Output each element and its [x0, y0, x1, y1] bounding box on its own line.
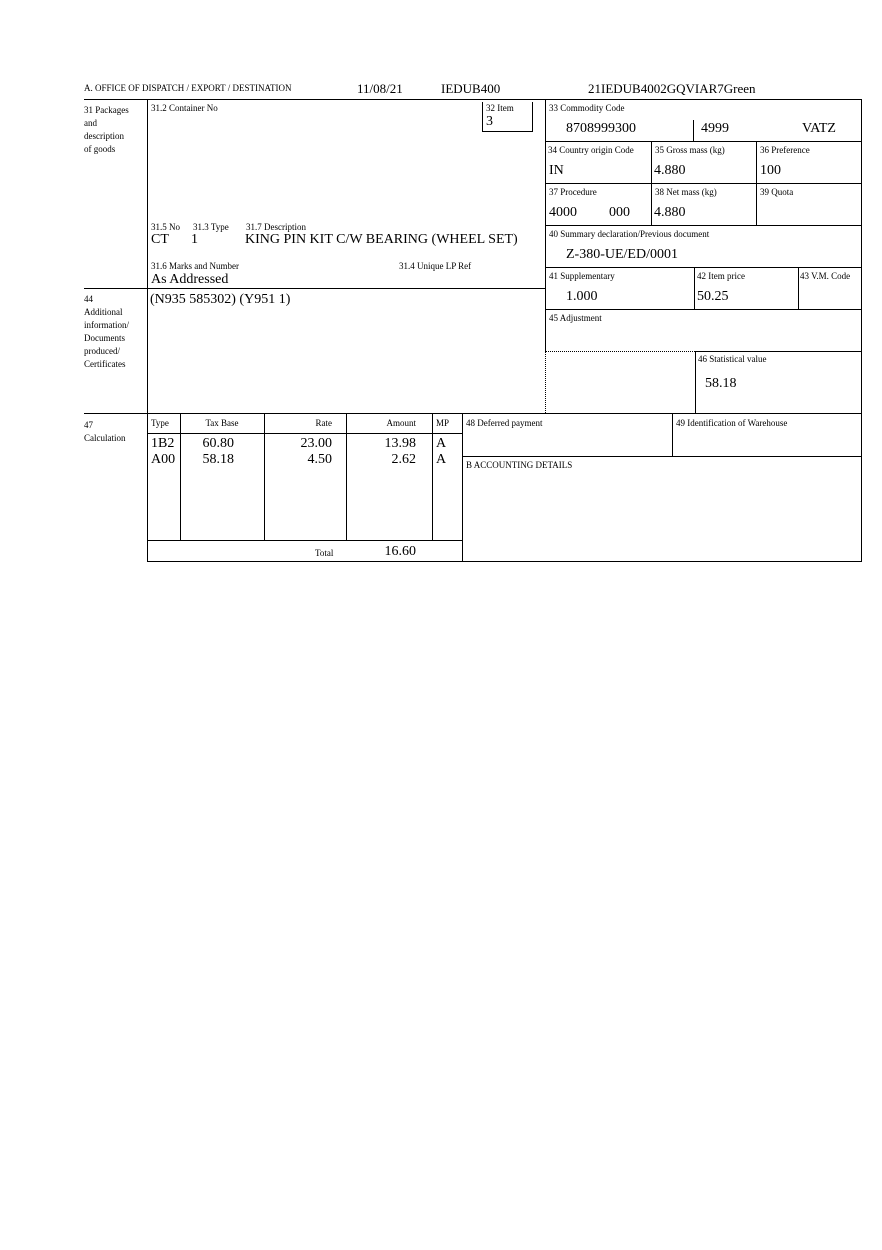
country-origin-value: IN — [549, 163, 564, 178]
top-line — [84, 99, 862, 100]
calc-col-3 — [346, 413, 347, 540]
calc-row-2-rate: 4.50 — [307, 452, 332, 467]
description-label: 31.7 Description — [246, 222, 306, 232]
unique-ref-label: 31.4 Unique LP Ref — [399, 261, 472, 271]
right-column-divider-dotted — [545, 351, 546, 413]
line-44-bottom — [84, 413, 862, 414]
net-mass-value: 4.880 — [654, 205, 686, 220]
line-34-bottom — [545, 183, 862, 184]
country-origin-label: 34 Country origin Code — [548, 145, 634, 155]
procedure-value-2: 000 — [609, 205, 630, 220]
calc-row-2-mp: A — [436, 452, 447, 467]
item-price-label: 42 Item price — [697, 271, 745, 281]
calc-row-2-base: 58.18 — [202, 452, 234, 467]
calc-header-mp: MP — [436, 418, 450, 428]
calc-row-1-type: 1B2 — [151, 436, 175, 451]
commodity-divider — [693, 120, 694, 141]
statistical-value-label: 46 Statistical value — [698, 354, 767, 364]
calc-row-2-amount: 2.62 — [391, 452, 416, 467]
divider-42-43 — [798, 267, 799, 309]
office-label: A. OFFICE OF DISPATCH / EXPORT / DESTINATION — [84, 83, 292, 93]
calculation-label: 47 Calculation — [84, 420, 126, 443]
commodity-add2: VATZ — [802, 121, 836, 136]
accounting-details-label: B ACCOUNTING DETAILS — [466, 460, 573, 470]
warehouse-id-label: 49 Identification of Warehouse — [676, 418, 788, 428]
divider-48-49 — [672, 413, 673, 456]
commodity-label: 33 Commodity Code — [549, 103, 625, 113]
accounting-left-border — [462, 456, 463, 561]
adjustment-label: 45 Adjustment — [549, 313, 602, 323]
package-no-value: CT — [151, 232, 169, 247]
description-value: KING PIN KIT C/W BEARING (WHEEL SET) — [245, 232, 518, 247]
border-left-inner — [147, 99, 148, 561]
calc-header-type: Type — [151, 418, 169, 428]
gross-mass-value: 4.880 — [654, 163, 686, 178]
additional-info-value: (N935 585302) (Y951 1) — [150, 292, 291, 307]
marks-label: 31.6 Marks and Number — [151, 261, 239, 271]
calc-header-rate: Rate — [315, 418, 332, 428]
declaration-reference: 21IEDUB4002GQVIAR7Green — [588, 81, 756, 96]
deferred-payment-label: 48 Deferred payment — [466, 418, 543, 428]
divider-46-left — [695, 351, 696, 413]
line-33-bottom — [545, 141, 862, 142]
calc-row-2-type: A00 — [151, 452, 176, 467]
package-no-label: 31.5 No — [151, 222, 180, 232]
dispatch-date: 11/08/21 — [357, 81, 403, 96]
line-40-bottom — [545, 267, 862, 268]
calc-col-2 — [264, 413, 265, 540]
border-right — [861, 99, 862, 561]
line-37-bottom — [545, 225, 862, 226]
line-48-bottom — [462, 456, 862, 457]
calc-col-4 — [432, 413, 433, 540]
commodity-add1: 4999 — [701, 121, 729, 136]
procedure-value: 4000 — [549, 205, 577, 220]
bottom-line — [147, 561, 862, 562]
total-label: Total — [315, 548, 334, 558]
package-type-label: 31.3 Type — [193, 222, 229, 232]
line-41-bottom — [545, 309, 862, 310]
summary-declaration-label: 40 Summary declaration/Previous document — [549, 229, 710, 239]
calc-col-1 — [180, 413, 181, 540]
preference-label: 36 Preference — [760, 145, 810, 155]
packages-label: 31 Packages and description of goods — [84, 105, 129, 154]
net-mass-label: 38 Net mass (kg) — [655, 187, 717, 197]
calc-row-1-rate: 23.00 — [300, 436, 332, 451]
calc-row-1-base: 60.80 — [202, 436, 234, 451]
office-code: IEDUB400 — [441, 81, 501, 96]
line-45-bottom — [695, 351, 862, 352]
line-31-bottom — [84, 288, 546, 289]
supplementary-label: 41 Supplementary — [549, 271, 615, 281]
divider-35-36 — [756, 141, 757, 225]
line-45-bottom-dotted — [545, 351, 695, 352]
divider-41-42 — [694, 267, 695, 309]
calc-header-line — [147, 433, 462, 434]
package-type-value: 1 — [191, 232, 198, 247]
calc-header-amount: Amount — [386, 418, 416, 428]
additional-info-label: 44 Additional information/ Documents produced/ Certificates — [84, 294, 129, 369]
preference-value: 100 — [760, 163, 781, 178]
container-label: 31.2 Container No — [151, 103, 218, 113]
divider-34-35 — [651, 141, 652, 225]
calc-header-base: Tax Base — [205, 418, 239, 428]
vm-code-label: 43 V.M. Code — [800, 271, 851, 281]
total-value: 16.60 — [384, 544, 416, 559]
gross-mass-label: 35 Gross mass (kg) — [655, 145, 725, 155]
summary-declaration-value: Z-380-UE/ED/0001 — [566, 247, 678, 262]
supplementary-value: 1.000 — [566, 289, 598, 304]
calc-bottom-line — [147, 540, 462, 541]
item-label: 32 Item — [486, 103, 514, 113]
quota-label: 39 Quota — [760, 187, 794, 197]
commodity-code: 8708999300 — [566, 121, 636, 136]
procedure-label: 37 Procedure — [549, 187, 597, 197]
statistical-value: 58.18 — [705, 376, 737, 391]
marks-value: As Addressed — [151, 272, 229, 287]
item-value: 3 — [486, 114, 493, 129]
calc-row-1-amount: 13.98 — [384, 436, 416, 451]
item-price-value: 50.25 — [697, 289, 729, 304]
calc-row-1-mp: A — [436, 436, 447, 451]
